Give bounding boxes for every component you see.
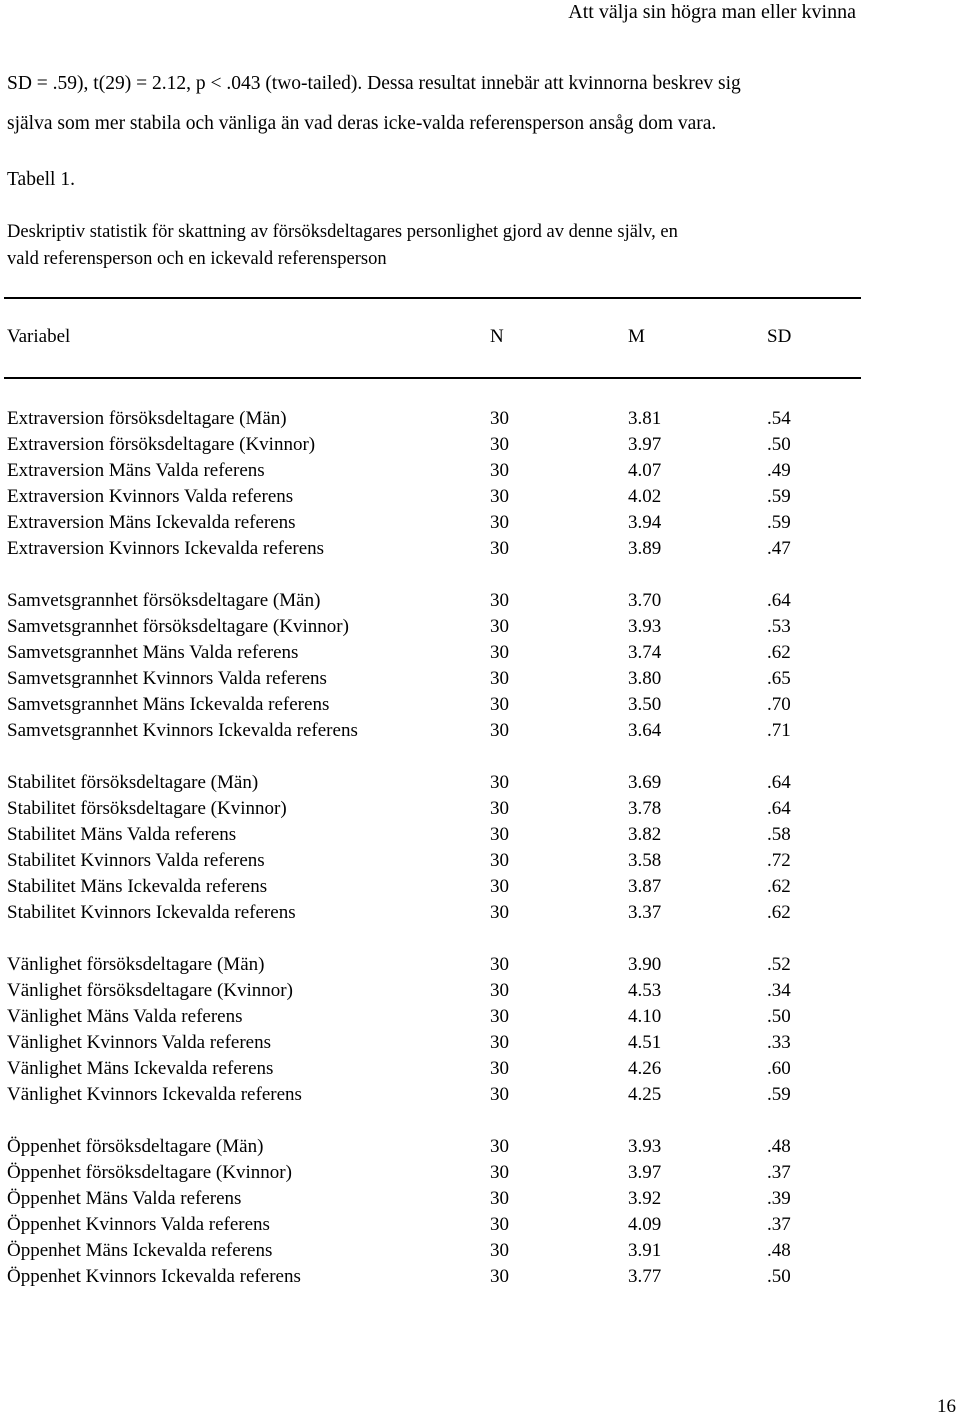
table-row: [0, 1160, 960, 1186]
cell-m: 3.91: [628, 1240, 662, 1261]
cell-n: 30: [490, 1214, 509, 1235]
table-row: [0, 406, 960, 432]
cell-m: 4.10: [628, 1006, 662, 1027]
table-top-rule: [4, 297, 861, 299]
cell-m: 3.69: [628, 772, 662, 793]
table-row: [0, 588, 960, 614]
cell-m: 3.80: [628, 668, 662, 689]
table-row: [0, 666, 960, 692]
table-row: [0, 1082, 960, 1108]
cell-sd: .60: [767, 1058, 791, 1079]
cell-m: 3.97: [628, 1162, 662, 1183]
column-header-m: M: [628, 326, 645, 347]
table-caption: [7, 219, 877, 273]
cell-sd: .62: [767, 876, 791, 897]
cell-n: 30: [490, 954, 509, 975]
cell-m: 4.51: [628, 1032, 662, 1053]
table-row: [0, 848, 960, 874]
cell-variable: Öppenhet Kvinnors Ickevalda referens: [7, 1266, 301, 1287]
cell-sd: .50: [767, 1006, 791, 1027]
cell-m: 4.02: [628, 486, 662, 507]
cell-sd: .52: [767, 954, 791, 975]
cell-variable: Extraversion försöksdeltagare (Kvinnor): [7, 434, 316, 455]
table-body: [0, 406, 960, 1316]
table-header-row: [0, 326, 960, 352]
cell-n: 30: [490, 850, 509, 871]
cell-n: 30: [490, 1006, 509, 1027]
table-row: [0, 1212, 960, 1238]
table-row: [0, 692, 960, 718]
table-row: [0, 796, 960, 822]
cell-n: 30: [490, 1266, 509, 1287]
table-row-group: [0, 1134, 960, 1290]
cell-variable: Vänlighet försöksdeltagare (Män): [7, 954, 265, 975]
cell-m: 3.90: [628, 954, 662, 975]
cell-m: 4.09: [628, 1214, 662, 1235]
caption-line-1: Deskriptiv statistik för skattning av försöksdeltagares personlighet gjord av denne själv, en: [7, 222, 678, 242]
cell-sd: .34: [767, 980, 791, 1001]
cell-sd: .37: [767, 1162, 791, 1183]
intro-paragraph: [7, 64, 867, 144]
cell-variable: Samvetsgrannhet Mäns Ickevalda referens: [7, 694, 330, 715]
cell-variable: Vänlighet Kvinnors Ickevalda referens: [7, 1084, 302, 1105]
cell-m: 3.78: [628, 798, 662, 819]
cell-variable: Vänlighet Mäns Valda referens: [7, 1006, 243, 1027]
table-row-group: [0, 770, 960, 926]
cell-m: 3.89: [628, 538, 662, 559]
cell-m: 4.25: [628, 1084, 662, 1105]
intro-line-1: SD = .59), t(29) = 2.12, p < .043 (two-tailed). Dessa resultat innebär att kvinnorna beskrev sig: [7, 73, 741, 94]
cell-variable: Öppenhet Mäns Valda referens: [7, 1188, 242, 1209]
cell-m: 3.94: [628, 512, 662, 533]
cell-n: 30: [490, 1188, 509, 1209]
cell-n: 30: [490, 1084, 509, 1105]
cell-n: 30: [490, 408, 509, 429]
cell-n: 30: [490, 460, 509, 481]
column-header-n: N: [490, 326, 504, 347]
cell-m: 3.93: [628, 616, 662, 637]
page-number: 16: [937, 1396, 956, 1417]
cell-variable: Extraversion Mäns Ickevalda referens: [7, 512, 296, 533]
cell-variable: Samvetsgrannhet Mäns Valda referens: [7, 642, 299, 663]
cell-variable: Extraversion Kvinnors Ickevalda referens: [7, 538, 325, 559]
cell-sd: .50: [767, 1266, 791, 1287]
cell-sd: .70: [767, 694, 791, 715]
cell-n: 30: [490, 486, 509, 507]
cell-n: 30: [490, 1032, 509, 1053]
table-row: [0, 1056, 960, 1082]
cell-variable: Vänlighet försöksdeltagare (Kvinnor): [7, 980, 293, 1001]
caption-line-2: vald referensperson och en ickevald referensperson: [7, 249, 387, 269]
cell-n: 30: [490, 694, 509, 715]
table-row: [0, 1134, 960, 1160]
cell-variable: Extraversion försöksdeltagare (Män): [7, 408, 287, 429]
cell-m: 3.58: [628, 850, 662, 871]
cell-n: 30: [490, 798, 509, 819]
table-row-group: [0, 952, 960, 1108]
cell-variable: Stabilitet Kvinnors Ickevalda referens: [7, 902, 296, 923]
cell-variable: Samvetsgrannhet Kvinnors Valda referens: [7, 668, 327, 689]
cell-n: 30: [490, 1136, 509, 1157]
table-row: [0, 1186, 960, 1212]
table-row: [0, 822, 960, 848]
cell-sd: .64: [767, 798, 791, 819]
cell-sd: .64: [767, 590, 791, 611]
cell-n: 30: [490, 1162, 509, 1183]
cell-variable: Extraversion Kvinnors Valda referens: [7, 486, 294, 507]
cell-m: 4.26: [628, 1058, 662, 1079]
intro-line-2: själva som mer stabila och vänliga än vad deras icke-valda referensperson ansåg dom vara.: [7, 113, 717, 134]
table-row: [0, 536, 960, 562]
cell-variable: Öppenhet försöksdeltagare (Kvinnor): [7, 1162, 292, 1183]
cell-sd: .58: [767, 824, 791, 845]
cell-sd: .71: [767, 720, 791, 741]
cell-sd: .47: [767, 538, 791, 559]
cell-m: 4.53: [628, 980, 662, 1001]
cell-variable: Vänlighet Mäns Ickevalda referens: [7, 1058, 274, 1079]
cell-sd: .62: [767, 902, 791, 923]
table-row: [0, 978, 960, 1004]
cell-variable: Samvetsgrannhet försöksdeltagare (Män): [7, 590, 321, 611]
cell-m: 3.82: [628, 824, 662, 845]
cell-n: 30: [490, 538, 509, 559]
table-row: [0, 718, 960, 744]
cell-m: 3.97: [628, 434, 662, 455]
cell-m: 3.37: [628, 902, 662, 923]
table-row: [0, 458, 960, 484]
table-row: [0, 1030, 960, 1056]
cell-m: 3.92: [628, 1188, 662, 1209]
cell-n: 30: [490, 1240, 509, 1261]
cell-n: 30: [490, 668, 509, 689]
cell-sd: .72: [767, 850, 791, 871]
cell-variable: Stabilitet Mäns Valda referens: [7, 824, 237, 845]
table-label: Tabell 1.: [7, 169, 75, 190]
cell-n: 30: [490, 1058, 509, 1079]
cell-n: 30: [490, 772, 509, 793]
table-row: [0, 770, 960, 796]
table-row: [0, 510, 960, 536]
table-row-group: [0, 406, 960, 562]
table-row: [0, 1264, 960, 1290]
cell-sd: .48: [767, 1136, 791, 1157]
table-row: [0, 900, 960, 926]
cell-sd: .59: [767, 1084, 791, 1105]
table-row: [0, 1238, 960, 1264]
cell-n: 30: [490, 642, 509, 663]
cell-m: 3.77: [628, 1266, 662, 1287]
cell-n: 30: [490, 824, 509, 845]
cell-variable: Stabilitet försöksdeltagare (Män): [7, 772, 259, 793]
table-row: [0, 432, 960, 458]
cell-variable: Öppenhet försöksdeltagare (Män): [7, 1136, 264, 1157]
cell-n: 30: [490, 720, 509, 741]
cell-m: 4.07: [628, 460, 662, 481]
cell-variable: Öppenhet Kvinnors Valda referens: [7, 1214, 270, 1235]
cell-sd: .65: [767, 668, 791, 689]
cell-sd: .50: [767, 434, 791, 455]
cell-n: 30: [490, 616, 509, 637]
table-row: [0, 952, 960, 978]
cell-n: 30: [490, 590, 509, 611]
cell-variable: Extraversion Mäns Valda referens: [7, 460, 265, 481]
cell-variable: Samvetsgrannhet Kvinnors Ickevalda referens: [7, 720, 358, 741]
table-row: [0, 484, 960, 510]
table-row: [0, 640, 960, 666]
cell-sd: .64: [767, 772, 791, 793]
cell-m: 3.50: [628, 694, 662, 715]
cell-variable: Stabilitet Kvinnors Valda referens: [7, 850, 265, 871]
cell-m: 3.64: [628, 720, 662, 741]
cell-sd: .53: [767, 616, 791, 637]
column-header-sd: SD: [767, 326, 792, 347]
cell-sd: .33: [767, 1032, 791, 1053]
cell-n: 30: [490, 876, 509, 897]
cell-variable: Stabilitet Mäns Ickevalda referens: [7, 876, 268, 897]
cell-variable: Stabilitet försöksdeltagare (Kvinnor): [7, 798, 287, 819]
table-header-rule: [4, 377, 861, 379]
cell-m: 3.93: [628, 1136, 662, 1157]
cell-m: 3.74: [628, 642, 662, 663]
cell-n: 30: [490, 902, 509, 923]
cell-n: 30: [490, 434, 509, 455]
table-row: [0, 614, 960, 640]
cell-m: 3.70: [628, 590, 662, 611]
cell-variable: Vänlighet Kvinnors Valda referens: [7, 1032, 271, 1053]
cell-n: 30: [490, 980, 509, 1001]
table-row-group: [0, 588, 960, 744]
cell-variable: Samvetsgrannhet försöksdeltagare (Kvinnor): [7, 616, 349, 637]
cell-sd: .54: [767, 408, 791, 429]
cell-sd: .39: [767, 1188, 791, 1209]
cell-sd: .59: [767, 486, 791, 507]
table-row: [0, 874, 960, 900]
cell-sd: .59: [767, 512, 791, 533]
cell-sd: .62: [767, 642, 791, 663]
cell-m: 3.87: [628, 876, 662, 897]
cell-sd: .48: [767, 1240, 791, 1261]
cell-variable: Öppenhet Mäns Ickevalda referens: [7, 1240, 273, 1261]
running-header: Att välja sin högra man eller kvinna: [568, 1, 856, 23]
cell-n: 30: [490, 512, 509, 533]
cell-sd: .37: [767, 1214, 791, 1235]
cell-m: 3.81: [628, 408, 662, 429]
column-header-variable: Variabel: [7, 326, 71, 347]
cell-sd: .49: [767, 460, 791, 481]
table-row: [0, 1004, 960, 1030]
